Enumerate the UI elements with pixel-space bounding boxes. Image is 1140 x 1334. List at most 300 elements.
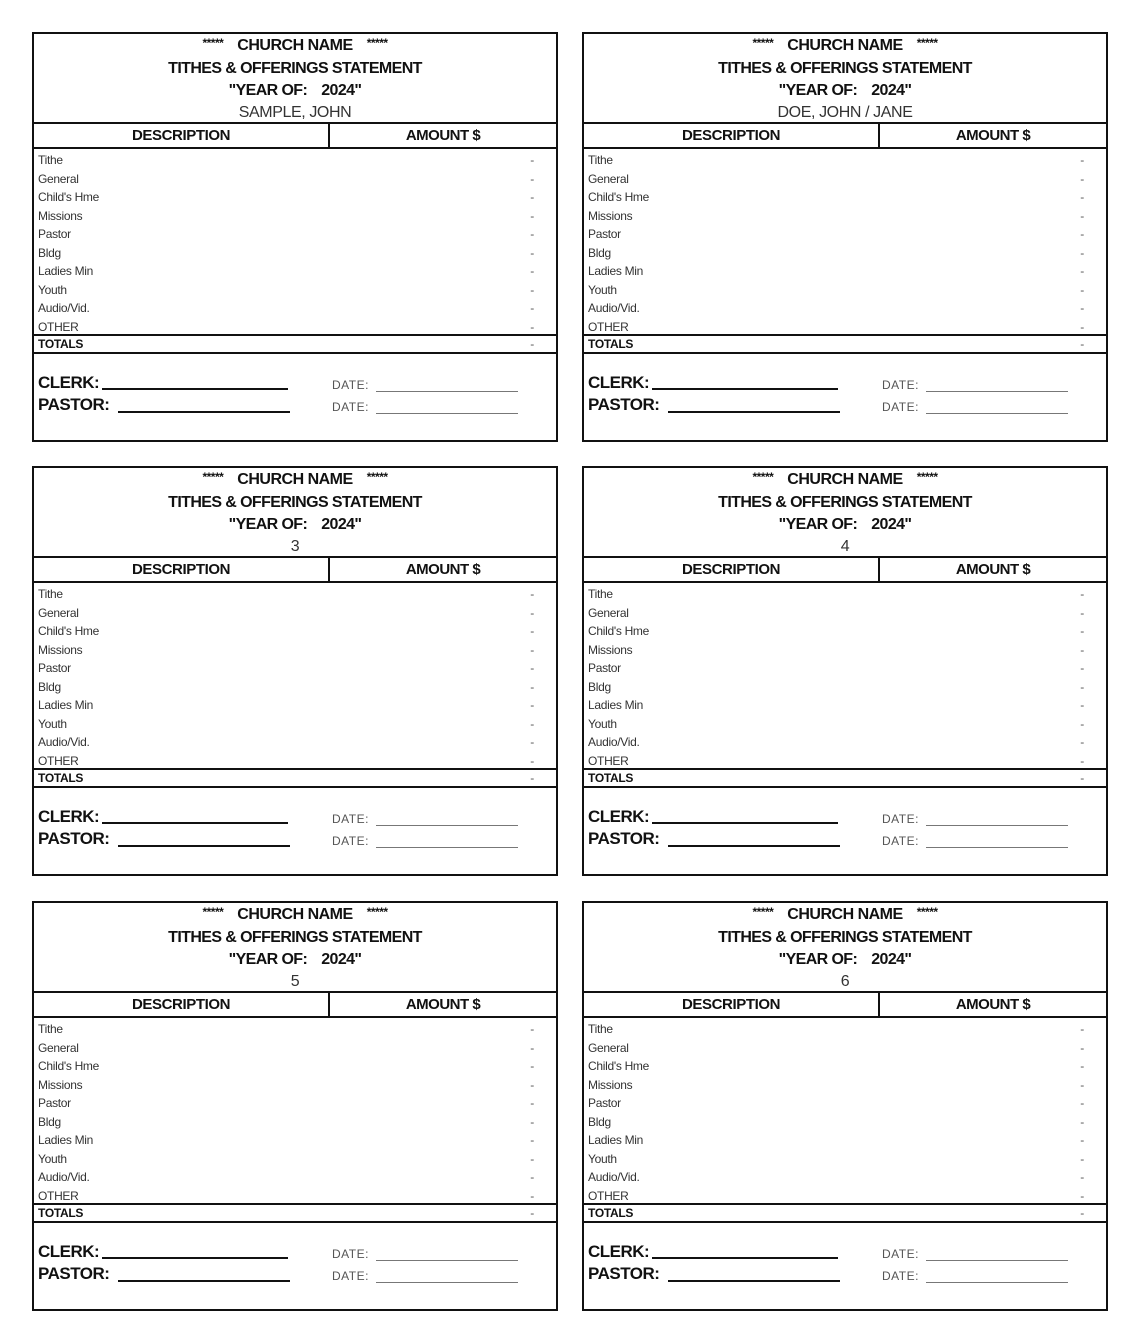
statement-header [584, 34, 1106, 124]
recipient-name: 6 [840, 973, 850, 990]
statement-title: TITHES & OFFERINGS STATEMENT [168, 929, 422, 946]
line-item-row [584, 604, 1106, 623]
signature-area [34, 788, 556, 868]
amount-header: AMOUNT $ [405, 996, 481, 1013]
clerk-signature-line [102, 1257, 288, 1259]
clerk-signature-line [652, 388, 838, 390]
line-item-row [584, 715, 1106, 734]
line-item-amount: - [1080, 1133, 1084, 1148]
statement-title: TITHES & OFFERINGS STATEMENT [168, 60, 422, 77]
pastor-signature-line [118, 1280, 290, 1282]
line-item-row [584, 281, 1106, 300]
line-item-amount: - [530, 1133, 534, 1148]
pastor-date-line [926, 1282, 1068, 1283]
line-item-row [34, 262, 556, 281]
line-item-amount: - [530, 171, 534, 186]
line-item-row [584, 244, 1106, 263]
line-item-row [584, 262, 1106, 281]
line-item-amount: - [1080, 605, 1084, 620]
signature-area [584, 1223, 1106, 1303]
line-item-description: Tithe [38, 153, 63, 168]
pastor-date-label: DATE: [332, 400, 369, 414]
statement-title: TITHES & OFFERINGS STATEMENT [718, 929, 972, 946]
line-item-row [34, 281, 556, 300]
line-item-row [584, 318, 1106, 337]
church-name: CHURCH NAME [787, 906, 903, 923]
line-item-row [584, 1020, 1106, 1039]
year-line [34, 951, 556, 969]
line-item-amount: - [530, 587, 534, 602]
line-item-description: Youth [588, 1151, 617, 1166]
line-item-description: Child's Hme [588, 624, 650, 639]
year-line [584, 951, 1106, 969]
clerk-date-label: DATE: [332, 378, 369, 392]
statement-card-4 [582, 466, 1108, 876]
pastor-date-label: DATE: [332, 834, 369, 848]
pastor-label: PASTOR: [38, 1264, 110, 1283]
statement-card-1 [32, 32, 558, 442]
line-item-description: Pastor [588, 661, 621, 676]
recipient-name: 3 [290, 538, 300, 555]
clerk-date-label: DATE: [332, 1247, 369, 1261]
stars-right: ***** [916, 470, 938, 484]
line-item-row [584, 1057, 1106, 1076]
pastor-date-line [926, 847, 1068, 848]
statement-header [34, 34, 556, 124]
totals-label: TOTALS [38, 771, 84, 785]
clerk-signature-line [652, 1257, 838, 1259]
line-item-description: OTHER [38, 753, 79, 768]
signature-area [584, 788, 1106, 868]
year-label: "YEAR OF: [228, 82, 308, 99]
line-item-description: OTHER [38, 1188, 79, 1203]
pastor-signature-line [118, 845, 290, 847]
line-item-row [34, 678, 556, 697]
clerk-date-label: DATE: [882, 812, 919, 826]
line-item-row [34, 299, 556, 318]
pastor-signature-line [668, 845, 840, 847]
pastor-label: PASTOR: [38, 829, 110, 848]
line-item-amount: - [1080, 587, 1084, 602]
year-value: 2024" [321, 82, 362, 99]
signature-area [34, 1223, 556, 1303]
line-item-amount: - [530, 698, 534, 713]
line-item-row [584, 641, 1106, 660]
line-item-description: Child's Hme [38, 1059, 100, 1074]
pastor-date-label: DATE: [882, 834, 919, 848]
line-items [34, 583, 556, 770]
line-item-row [584, 151, 1106, 170]
line-item-row [34, 151, 556, 170]
clerk-date-label: DATE: [882, 378, 919, 392]
line-item-row [34, 244, 556, 263]
pastor-signature-line [118, 411, 290, 413]
stars-right: ***** [366, 470, 388, 484]
clerk-signature-line [652, 822, 838, 824]
clerk-label: CLERK: [38, 807, 100, 826]
clerk-date-line [376, 391, 518, 392]
line-item-description: Pastor [588, 1096, 621, 1111]
line-item-amount: - [530, 605, 534, 620]
line-item-amount: - [530, 1096, 534, 1111]
line-item-row [584, 299, 1106, 318]
recipient-name: SAMPLE, JOHN [238, 104, 352, 121]
amount-header: AMOUNT $ [405, 127, 481, 144]
column-headers [34, 124, 556, 149]
pastor-date-line [376, 847, 518, 848]
statement-card-6 [582, 901, 1108, 1311]
line-item-amount: - [1080, 153, 1084, 168]
line-item-amount: - [1080, 1059, 1084, 1074]
line-item-row [584, 659, 1106, 678]
line-item-description: Tithe [38, 587, 63, 602]
line-item-row [584, 225, 1106, 244]
line-items [584, 583, 1106, 770]
line-item-description: OTHER [38, 319, 79, 334]
line-item-description: Tithe [588, 587, 613, 602]
line-item-description: Youth [588, 716, 617, 731]
line-item-amount: - [530, 716, 534, 731]
statement-header [34, 468, 556, 558]
recipient-name: 5 [290, 973, 300, 990]
line-item-description: Tithe [38, 1022, 63, 1037]
description-header: DESCRIPTION [34, 993, 330, 1016]
totals-row [34, 336, 556, 354]
line-item-description: Child's Hme [588, 190, 650, 205]
line-item-row [34, 1168, 556, 1187]
totals-amount: - [1080, 1206, 1084, 1220]
line-item-row [584, 585, 1106, 604]
line-item-amount: - [1080, 190, 1084, 205]
line-item-description: Missions [38, 642, 83, 657]
year-line [34, 82, 556, 100]
year-line [584, 516, 1106, 534]
line-item-row [34, 622, 556, 641]
line-item-description: Audio/Vid. [588, 735, 640, 750]
totals-row [584, 1205, 1106, 1223]
line-item-description: General [588, 605, 629, 620]
line-item-description: General [38, 171, 79, 186]
line-item-row [34, 225, 556, 244]
stars-left: ***** [202, 905, 224, 919]
church-name: CHURCH NAME [787, 471, 903, 488]
line-item-row [34, 170, 556, 189]
line-item-amount: - [530, 227, 534, 242]
line-item-amount: - [1080, 679, 1084, 694]
line-item-description: Bldg [38, 679, 61, 694]
line-item-amount: - [530, 1077, 534, 1092]
line-items [584, 1018, 1106, 1205]
totals-label: TOTALS [588, 771, 634, 785]
church-name-line [34, 470, 556, 489]
column-headers [584, 993, 1106, 1018]
year-label: "YEAR OF: [778, 516, 858, 533]
church-name: CHURCH NAME [237, 906, 353, 923]
line-item-amount: - [1080, 753, 1084, 768]
church-name: CHURCH NAME [237, 471, 353, 488]
amount-header: AMOUNT $ [955, 996, 1031, 1013]
line-item-amount: - [530, 679, 534, 694]
line-item-description: General [38, 1040, 79, 1055]
line-item-row [34, 715, 556, 734]
line-item-amount: - [1080, 1114, 1084, 1129]
line-item-row [584, 696, 1106, 715]
totals-label: TOTALS [38, 337, 84, 351]
line-item-row [584, 1168, 1106, 1187]
pastor-date-line [926, 413, 1068, 414]
description-header: DESCRIPTION [34, 124, 330, 147]
line-item-row [584, 1039, 1106, 1058]
line-item-amount: - [530, 153, 534, 168]
totals-label: TOTALS [588, 337, 634, 351]
line-item-description: Missions [38, 1077, 83, 1092]
line-item-row [584, 733, 1106, 752]
line-item-row [34, 696, 556, 715]
line-item-amount: - [1080, 282, 1084, 297]
line-item-amount: - [530, 1040, 534, 1055]
line-item-amount: - [530, 245, 534, 260]
stars-left: ***** [202, 36, 224, 50]
line-item-amount: - [530, 282, 534, 297]
line-item-description: Missions [588, 208, 633, 223]
signature-area [34, 354, 556, 434]
church-name: CHURCH NAME [787, 37, 903, 54]
amount-header: AMOUNT $ [955, 561, 1031, 578]
line-item-amount: - [1080, 1188, 1084, 1203]
column-headers [34, 558, 556, 583]
year-value: 2024" [321, 516, 362, 533]
line-item-amount: - [530, 624, 534, 639]
church-name-line [34, 36, 556, 55]
line-item-row [584, 1076, 1106, 1095]
description-header: DESCRIPTION [584, 558, 880, 581]
line-items [34, 149, 556, 336]
line-item-amount: - [1080, 661, 1084, 676]
stars-right: ***** [366, 905, 388, 919]
line-items [34, 1018, 556, 1205]
pastor-label: PASTOR: [588, 829, 660, 848]
line-item-description: Missions [588, 642, 633, 657]
line-item-description: Audio/Vid. [588, 1170, 640, 1185]
line-item-amount: - [1080, 301, 1084, 316]
church-name-line [584, 36, 1106, 55]
line-item-description: Ladies Min [38, 1133, 94, 1148]
stars-right: ***** [916, 36, 938, 50]
clerk-date-label: DATE: [332, 812, 369, 826]
line-item-amount: - [1080, 1040, 1084, 1055]
line-item-description: OTHER [588, 753, 629, 768]
line-item-amount: - [1080, 624, 1084, 639]
line-item-row [584, 188, 1106, 207]
line-item-amount: - [1080, 642, 1084, 657]
line-item-amount: - [530, 264, 534, 279]
line-item-row [34, 1094, 556, 1113]
line-item-amount: - [530, 1059, 534, 1074]
year-label: "YEAR OF: [228, 951, 308, 968]
line-item-amount: - [530, 1151, 534, 1166]
line-item-description: Ladies Min [38, 264, 94, 279]
line-item-row [34, 207, 556, 226]
pastor-date-line [376, 413, 518, 414]
clerk-label: CLERK: [588, 807, 650, 826]
line-item-amount: - [530, 1170, 534, 1185]
line-item-description: Pastor [588, 227, 621, 242]
signature-area [584, 354, 1106, 434]
line-item-row [584, 207, 1106, 226]
totals-label: TOTALS [38, 1206, 84, 1220]
totals-row [34, 1205, 556, 1223]
line-item-description: Ladies Min [38, 698, 94, 713]
line-item-amount: - [1080, 319, 1084, 334]
line-item-amount: - [1080, 208, 1084, 223]
description-header: DESCRIPTION [584, 993, 880, 1016]
line-item-row [34, 1187, 556, 1206]
clerk-label: CLERK: [38, 373, 100, 392]
line-item-row [34, 585, 556, 604]
line-item-description: Ladies Min [588, 264, 644, 279]
line-item-description: Missions [38, 208, 83, 223]
line-item-amount: - [1080, 1170, 1084, 1185]
pastor-label: PASTOR: [588, 395, 660, 414]
line-item-row [34, 318, 556, 337]
year-line [584, 82, 1106, 100]
totals-amount: - [530, 1206, 534, 1220]
line-item-row [584, 752, 1106, 771]
line-item-amount: - [1080, 171, 1084, 186]
line-item-description: Youth [588, 282, 617, 297]
amount-header: AMOUNT $ [955, 127, 1031, 144]
stars-right: ***** [366, 36, 388, 50]
line-item-description: Bldg [38, 1114, 61, 1129]
recipient-name: 4 [840, 538, 850, 555]
recipient-name: DOE, JOHN / JANE [777, 104, 913, 121]
column-headers [34, 993, 556, 1018]
clerk-date-line [376, 825, 518, 826]
pastor-label: PASTOR: [588, 1264, 660, 1283]
line-item-description: Audio/Vid. [38, 735, 90, 750]
line-item-description: Audio/Vid. [38, 1170, 90, 1185]
line-item-row [584, 1150, 1106, 1169]
line-item-description: Bldg [38, 245, 61, 260]
line-item-description: General [588, 171, 629, 186]
line-item-amount: - [530, 661, 534, 676]
line-item-row [34, 659, 556, 678]
totals-amount: - [1080, 337, 1084, 351]
line-item-row [34, 1113, 556, 1132]
line-item-amount: - [1080, 735, 1084, 750]
line-item-amount: - [1080, 1022, 1084, 1037]
column-headers [584, 124, 1106, 149]
year-line [34, 516, 556, 534]
line-item-amount: - [530, 1188, 534, 1203]
statement-title: TITHES & OFFERINGS STATEMENT [718, 494, 972, 511]
line-item-row [34, 1039, 556, 1058]
statement-card-3 [32, 466, 558, 876]
line-item-amount: - [530, 301, 534, 316]
line-item-row [34, 1076, 556, 1095]
totals-row [584, 770, 1106, 788]
line-item-description: Tithe [588, 1022, 613, 1037]
year-value: 2024" [871, 516, 912, 533]
totals-amount: - [1080, 771, 1084, 785]
line-item-description: Pastor [38, 1096, 71, 1111]
line-item-description: OTHER [588, 319, 629, 334]
line-item-description: Bldg [588, 1114, 611, 1129]
stars-left: ***** [752, 36, 774, 50]
line-item-description: Youth [38, 1151, 67, 1166]
year-label: "YEAR OF: [228, 516, 308, 533]
line-item-row [34, 733, 556, 752]
statement-header [584, 468, 1106, 558]
line-item-description: General [38, 605, 79, 620]
line-item-description: Youth [38, 282, 67, 297]
line-item-description: Bldg [588, 245, 611, 260]
year-value: 2024" [871, 82, 912, 99]
year-value: 2024" [321, 951, 362, 968]
pastor-signature-line [668, 411, 840, 413]
line-item-amount: - [1080, 264, 1084, 279]
stars-right: ***** [916, 905, 938, 919]
year-value: 2024" [871, 951, 912, 968]
pastor-date-label: DATE: [882, 400, 919, 414]
line-item-amount: - [1080, 716, 1084, 731]
clerk-date-line [926, 1260, 1068, 1261]
clerk-signature-line [102, 388, 288, 390]
line-item-row [584, 170, 1106, 189]
line-item-row [584, 1131, 1106, 1150]
statement-title: TITHES & OFFERINGS STATEMENT [718, 60, 972, 77]
line-item-row [34, 188, 556, 207]
line-item-description: Audio/Vid. [38, 301, 90, 316]
line-item-amount: - [530, 642, 534, 657]
line-item-amount: - [1080, 1077, 1084, 1092]
clerk-date-label: DATE: [882, 1247, 919, 1261]
clerk-label: CLERK: [588, 373, 650, 392]
line-item-row [34, 641, 556, 660]
line-item-description: Ladies Min [588, 698, 644, 713]
clerk-date-line [926, 391, 1068, 392]
statement-header [584, 903, 1106, 993]
line-item-row [584, 1094, 1106, 1113]
line-item-row [34, 1057, 556, 1076]
totals-row [34, 770, 556, 788]
line-items [584, 149, 1106, 336]
line-item-amount: - [530, 753, 534, 768]
pastor-date-line [376, 1282, 518, 1283]
line-item-description: Audio/Vid. [588, 301, 640, 316]
totals-amount: - [530, 337, 534, 351]
column-headers [584, 558, 1106, 583]
church-name-line [584, 470, 1106, 489]
line-item-row [34, 1131, 556, 1150]
line-item-row [34, 1020, 556, 1039]
line-item-description: Ladies Min [588, 1133, 644, 1148]
line-item-description: Missions [588, 1077, 633, 1092]
line-item-amount: - [530, 208, 534, 223]
line-item-row [584, 1113, 1106, 1132]
line-item-amount: - [530, 1022, 534, 1037]
totals-amount: - [530, 771, 534, 785]
stars-left: ***** [202, 470, 224, 484]
clerk-signature-line [102, 822, 288, 824]
line-item-row [584, 678, 1106, 697]
line-item-amount: - [1080, 698, 1084, 713]
statement-card-2 [582, 32, 1108, 442]
line-item-description: OTHER [588, 1188, 629, 1203]
stars-left: ***** [752, 470, 774, 484]
clerk-date-line [376, 1260, 518, 1261]
pastor-signature-line [668, 1280, 840, 1282]
